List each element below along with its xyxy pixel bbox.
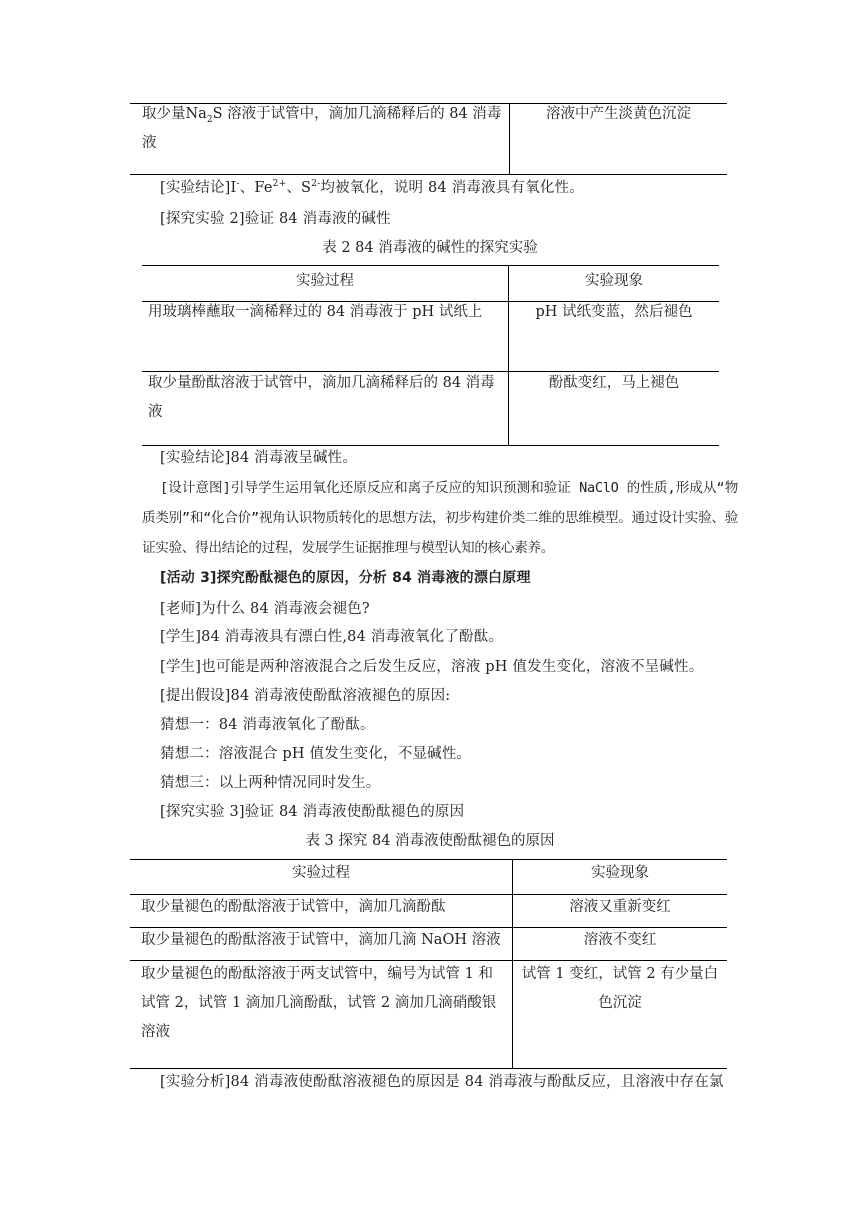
table2-row2-process-line1: 取少量酚酞溶液于试管中，滴加几滴稀释后的 84 消毒 — [148, 375, 495, 391]
dialogue-student-1: [学生]84 消毒液具有漂白性,84 消毒液氧化了酚酞。 — [160, 629, 504, 645]
table3-row3-phenomenon — [513, 960, 727, 1018]
table3-header-process: 实验过程 — [292, 865, 350, 881]
conclusion-1: [实验结论]I-、$Fe^{2+}$、$S^{2-}$均被氧化，说明 84 消毒液具有氧化性。 — [160, 179, 585, 196]
table1-process-line2: 液 — [142, 135, 157, 151]
table3-row2-process: 取少量褪色的酚酞溶液于试管中，滴加几滴 NaOH 溶液 — [141, 932, 501, 948]
table3-row3-process-line1: 取少量褪色的酚酞溶液于两支试管中，编号为试管 1 和 — [141, 966, 493, 982]
table2-header-phenomenon: 实验现象 — [585, 273, 643, 289]
hypothesis-intro: [提出假设]84 消毒液使酚酞溶液褪色的原因: — [160, 688, 451, 704]
dialogue-teacher: [老师]为什么 84 消毒液会褪色? — [160, 601, 370, 617]
table2-row2-process-line2: 液 — [148, 404, 163, 420]
experiment-3-title: [探究实验 3]验证 84 消毒液使酚酞褪色的原因 — [160, 804, 465, 820]
table3-row1-process: 取少量褪色的酚酞溶液于试管中，滴加几滴酚酞 — [141, 899, 446, 915]
dialogue-student-2: [学生]也可能是两种溶液混合之后发生反应，溶液 pH 值发生变化，溶液不呈碱性。 — [160, 659, 704, 675]
table2-row1-process: 用玻璃棒蘸取一滴稀释过的 84 消毒液于 pH 试纸上 — [148, 304, 483, 320]
table3-row3-process — [141, 960, 509, 1047]
experiment-2-title: [探究实验 2]验证 84 消毒液的碱性 — [160, 211, 391, 227]
table3-row1-phenomenon: 溶液又重新变红 — [569, 899, 671, 915]
table2-caption: 表 2 84 消毒液的碱性的探究实验 — [322, 240, 538, 256]
table2-row2-phenomenon: 酚酞变红，马上褪色 — [548, 375, 680, 391]
table1-bottom-border — [130, 174, 727, 175]
table3-row2-phenomenon: 溶液不变红 — [583, 932, 657, 948]
table2-row1-phenomenon: pH 试纸变蓝，然后褪色 — [535, 304, 693, 320]
conclusion-2: [实验结论]84 消毒液呈碱性。 — [160, 450, 358, 466]
table1-process-cell — [142, 100, 504, 158]
table2-header-process: 实验过程 — [296, 273, 354, 289]
table1-phenomenon-cell: 溶液中产生淡黄色沉淀 — [546, 106, 691, 122]
table3-row3-process-line2: 试管 2，试管 1 滴加几滴酚酞，试管 2 滴加几滴硝酸银 — [141, 995, 497, 1011]
table3-row3-process-line3: 溶液 — [141, 1024, 170, 1040]
table3-row3-phenomenon-line1: 试管 1 变红，试管 2 有少量白 — [521, 966, 719, 982]
hypothesis-2: 猜想二：溶液混合 pH 值发生变化，不显碱性。 — [160, 746, 472, 762]
experiment-analysis: [实验分析]84 消毒液使酚酞溶液褪色的原因是 84 消毒液与酚酞反应，且溶液中存在氯 — [160, 1074, 724, 1090]
hypothesis-3: 猜想三：以上两种情况同时发生。 — [160, 775, 381, 791]
table2-row2-process — [148, 369, 504, 427]
table1-process-line1: 取少量$Na_2S$ 溶液于试管中，滴加几滴稀释后的 84 消毒 — [142, 106, 502, 125]
table3-header-phenomenon: 实验现象 — [591, 865, 649, 881]
activity-3-title: [活动 3]探究酚酞褪色的原因，分析 84 消毒液的漂白原理 — [160, 570, 531, 586]
table3-row3-phenomenon-line2: 色沉淀 — [598, 995, 642, 1011]
table3-caption: 表 3 探究 84 消毒液使酚酞褪色的原因 — [305, 833, 555, 849]
hypothesis-1: 猜想一：84 消毒液氧化了酚酞。 — [160, 717, 375, 733]
design-intent: [设计意图]引导学生运用氧化还原反应和离子反应的知识预测和验证 NaClO 的性质,形成从“物质类别”和“化合价”视角认识物质转化的思想方法，初步构建价类二维的思维模型。通过设计实验、验证实验、得出结论的过程，发展学生证据推理与模型认知的核心素养。 — [142, 480, 738, 556]
